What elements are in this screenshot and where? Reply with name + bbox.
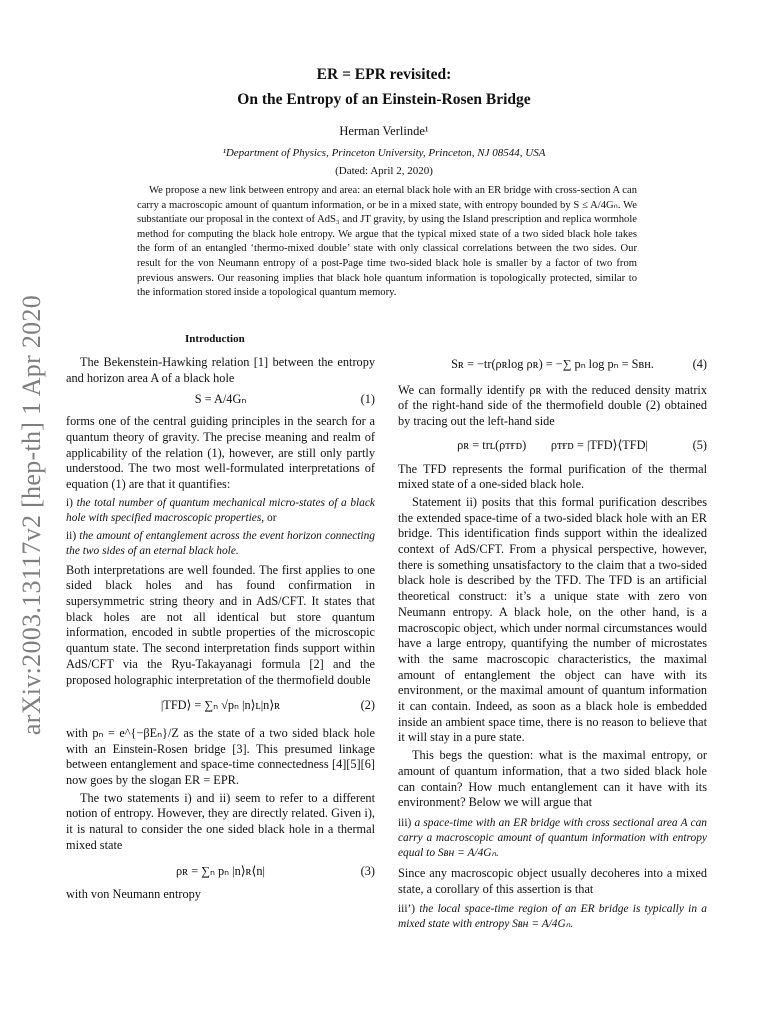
right-column	[398, 355, 707, 932]
equation-2	[66, 698, 375, 714]
equation-number: (2)	[360, 698, 375, 713]
equation-number: (5)	[692, 437, 707, 452]
equation-3	[66, 864, 375, 880]
title-line-2: On the Entropy of an Einstein-Rosen Bridge	[237, 91, 531, 108]
left-column	[66, 355, 375, 903]
paragraph: Since any macroscopic object usually decoheres into a mixed state, a corollary of this assertion is that	[398, 865, 707, 896]
paragraph: The Bekenstein-Hawking relation [1] between the entropy and horizon area A of a black hole	[66, 355, 375, 385]
list-item-iii-prime	[398, 902, 707, 932]
equation-body: ρʀ = ∑ₙ pₙ |n⟩ʀ⟨n|	[176, 863, 265, 878]
item-tail: or	[267, 511, 277, 524]
equation-body: Sʀ = −tr(ρʀlog ρʀ) = −∑ pₙ log pₙ = Sʙʜ.	[451, 357, 654, 371]
equation-4	[398, 357, 707, 373]
item-label: ii)	[66, 529, 77, 542]
list-item-i	[66, 496, 375, 526]
paragraph: The two statements i) and ii) seem to refer to a different notion of entropy. However, they are directly related. Given i), it is natural to consider the one sided black hole in a thermal mixed state	[66, 790, 375, 852]
equation-1	[66, 392, 375, 408]
equation-body: |TFD⟩ = ∑ₙ √pₙ |n⟩ʟ|n⟩ʀ	[160, 698, 281, 713]
affiliation: ¹Department of Physics, Princeton University, Princeton, NJ 08544, USA	[222, 147, 546, 159]
equation-5	[398, 438, 707, 454]
date-line: (Dated: April 2, 2020)	[335, 165, 433, 177]
item-label: iii’)	[398, 903, 416, 916]
equation-number: (3)	[360, 863, 375, 878]
paragraph: Both interpretations are well founded. The first applies to one sided black holes and has found confirmation in supersymmetric string theory and in AdS/CFT. It states that black holes are not all identical but store quantum information, encoded in subtle properties of the microscopic quantum state. The second interpretation finds support within AdS/CFT via the Ryu-Takayanagi formula [2] and the proposed holographic interpretation of the thermofield double	[66, 562, 375, 687]
equation-body: S = A/4Gₙ	[194, 392, 247, 407]
arxiv-identifier: arXiv:2003.13117v2 [hep-th] 1 Apr 2020	[17, 294, 46, 736]
paragraph: The TFD represents the formal purification of the thermal mixed state of a one-sided black hole.	[398, 461, 707, 492]
title-line-1: ER = EPR revisited:	[316, 66, 452, 83]
item-text: the total number of quantum mechanical micro-states of a black hole with specified macroscopic properties,	[66, 496, 375, 524]
paragraph: Statement ii) posits that this formal purification describes the extended space-time of a two-sided black hole with an ER bridge. This identification finds support within the idealized context of AdS/CFT. From a physical perspective, however, there is something unsatisfactory to the claim that a two-sided black hole is described by the TFD. The TFD is an artificial theoretical construct: it’s a unique state with zero von Neumann entropy. A black hole, on the other hand, is a macroscopic object, which under normal circumstances would have a large entropy, quantifying the number of microstates with the same macroscopic characteristics, the maximal amount of entanglement the object can have with its environment, or the maximal amount of quantum information it can contain. Indeed, as soon as a black hole is embedded inside an ambient space time, there is no reason to believe that it will stay in a pure state.	[398, 494, 707, 745]
item-text: the amount of entanglement across the event horizon connecting the two sides of an eternal black hole.	[66, 529, 375, 557]
item-label: iii)	[398, 816, 412, 829]
equation-body: ρʀ = trʟ(ρᴛғᴅ) ρᴛғᴅ = |TFD⟩⟨TFD|	[457, 437, 648, 452]
section-heading-introduction: Introduction	[185, 333, 245, 345]
equation-number: (4)	[692, 357, 707, 371]
item-text: the local space-time region of an ER bridge is typically in a mixed state with entropy Sʙʜ = A/4Gₙ.	[398, 903, 707, 931]
abstract: We propose a new link between entropy and area: an eternal black hole with an ER bridge with cross-section A can carry a macroscopic amount of quantum information, or be in a mixed state, with entropy bounded by S ≤ A/4Gₙ. We substantiate our proposal in the context of AdS₃ and JT gravity, by using the Island prescription and replica wormhole method for computing the black hole entropy. We argue that the typical mixed state of a two sided black hole takes the form of an entangled ‘thermo-mixed double’ state with only classical correlations between the two sides. Our result for the von Neumann entropy of a post-Page time two-sided black hole is smaller by a factor of two from previous answers. Our reasoning implies that black hole quantum information is topologically protected, similar to the information stored inside a topological quantum memory.	[137, 185, 637, 299]
paragraph: forms one of the central guiding principles in the search for a quantum theory of gravity. The precise meaning and realm of applicability of the relation (1), however, are still only partly understood. The two most well-formulated interpretations of equation (1) are that it quantifies:	[66, 414, 375, 491]
paragraph: This begs the question: what is the maximal entropy, or amount of quantum information, that a two sided black hole can contain? How much entanglement can it have with its environment? Below we will argue that	[398, 748, 707, 810]
item-label: i)	[66, 496, 73, 509]
item-text: a space-time with an ER bridge with cross sectional area A can carry a macroscopic amount of quantum information with entropy equal to Sʙʜ = A/4Gₙ.	[398, 816, 707, 859]
paragraph: with von Neumann entropy	[66, 887, 201, 902]
equation-number: (1)	[360, 392, 375, 407]
author: Herman Verlinde¹	[339, 124, 429, 138]
paragraph: with pₙ = e^{−βEₙ}/Z as the state of a two sided black hole with an Einstein-Rosen bridge [3]. This presumed linkage between entanglement and space-time connectedness [4][5][6] now goes by the slogan ER = EPR.	[66, 725, 375, 788]
paragraph: We can formally identify ρʀ with the reduced density matrix of the right-hand side of the thermofield double (2) obtained by tracing out the left-hand side	[398, 382, 707, 429]
list-item-iii	[398, 816, 707, 861]
list-item-ii	[66, 529, 375, 559]
